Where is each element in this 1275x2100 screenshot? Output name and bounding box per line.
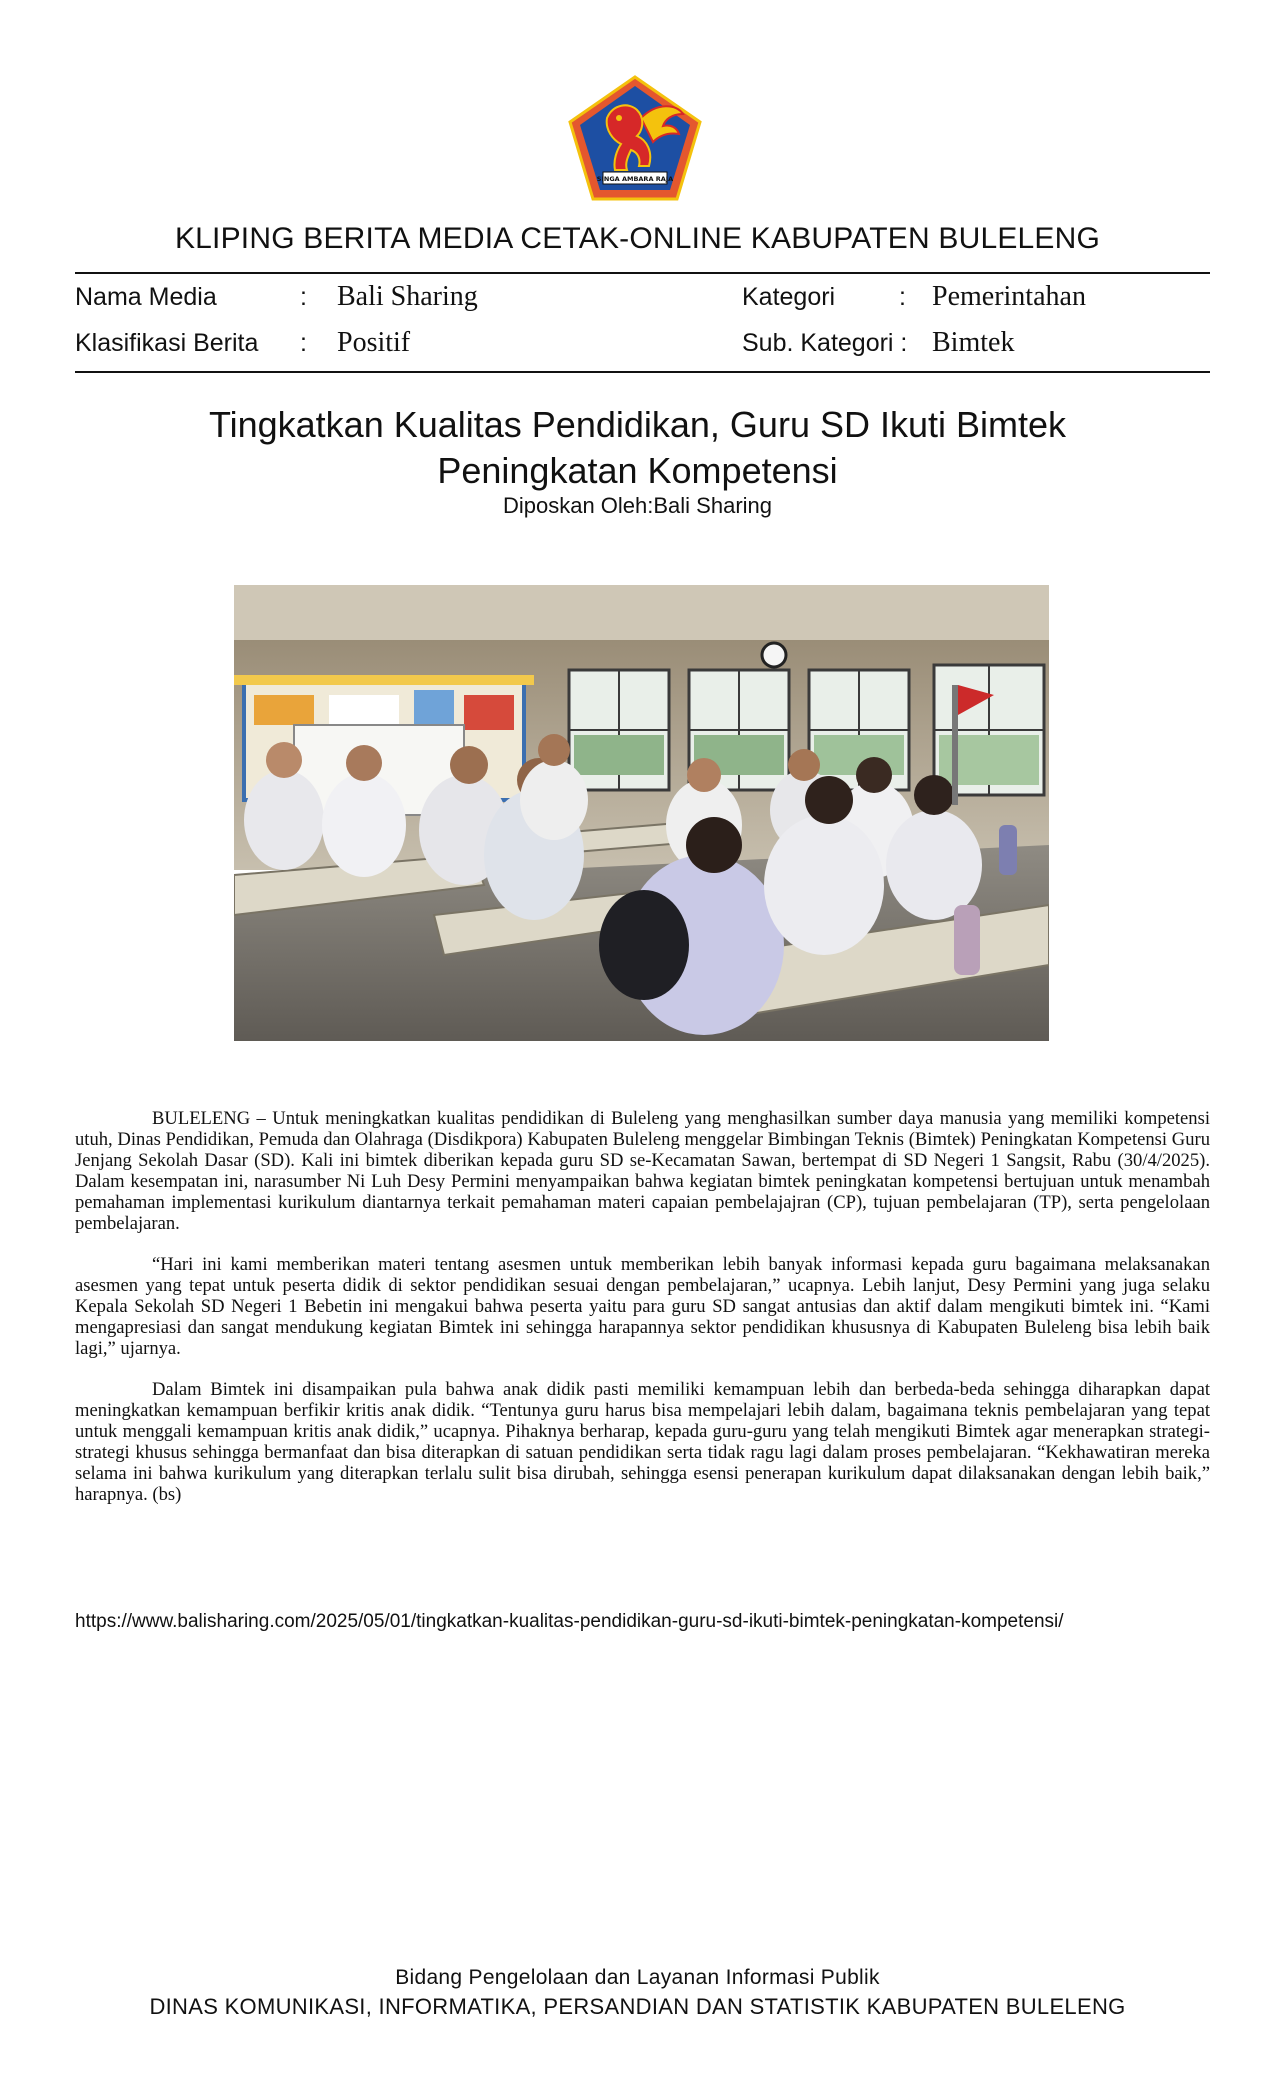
clipping-header-title: KLIPING BERITA MEDIA CETAK-ONLINE KABUPATEN BULELENG: [174, 222, 1101, 255]
singa-ambara-raja-crest-icon: [567, 74, 703, 202]
kategori-label: Kategori: [742, 283, 836, 311]
article-paragraph-3: Dalam Bimtek ini disampaikan pula bahwa anak didik pasti memiliki kemampuan lebih dan berbeda-beda sehingga diharapkan dapat meningkatkan kemampuan berfikir kritis anak didik. “Tentunya guru harus bisa mempelajari lebih dalam, bagaimana teknis pembelajaran yang tepat untuk menggali kemampuan kritis anak didik,” ucapnya. Pihaknya berharap, kepada guru-guru yang telah mengikuti Bimtek agar menerapkan strategi-strategi khusus sehingga bermanfaat dan bisa diterapkan di satuan pendidikan serta tidak ragu lagi dalam proses pembelajaran. “Kekhawatiran mereka selama ini bahwa kurikulum yang diterapkan terlalu sulit bisa dirubah, sehingga esensi penerapan kurikulum dapat dilaksanakan dengan lebih baik,” harapnya. (bs): [75, 1379, 1210, 1505]
klasifikasi-separator: :: [300, 329, 307, 357]
classroom-teachers-photo-icon: [234, 585, 1049, 1041]
footer-dinas: DINAS KOMUNIKASI, INFORMATIKA, PERSANDIAN DAN STATISTIK KABUPATEN BULELENG: [149, 1994, 1126, 2019]
article-paragraph-1: BULELENG – Untuk meningkatkan kualitas pendidikan di Buleleng yang menghasilkan sumber daya manusia yang memiliki kompetensi utuh, Dinas Pendidikan, Pemuda dan Olahraga (Disdikpora) Kabupaten Buleleng menggelar Bimbingan Teknis (Bimtek) Peningkatan Kompetensi Guru Jenjang Sekolah Dasar (SD). Kali ini bimtek diberikan kepada guru SD se-Kecamatan Sawan, bertempat di SD Negeri 1 Sangsit, Rabu (30/4/2025). Dalam kesempatan ini, narasumber Ni Luh Desy Permini menyampaikan bahwa kegiatan bimtek peningkatan kompetensi bertujuan untuk menambah pemahaman implementasi kurikulum diantarnya terkait pemahaman materi capaian pembelajajran (CP), tujuan pembelajaran (TP), serta pengelolaan pembelajaran.: [75, 1108, 1210, 1234]
kategori-separator: :: [899, 283, 906, 311]
article-body: [75, 1108, 1210, 1525]
classroom-photo-graphic: [234, 585, 1049, 1041]
subkategori-value: Bimtek: [932, 327, 1015, 358]
footer-bidang: Bidang Pengelolaan dan Layanan Informasi Publik: [395, 1966, 880, 1989]
media-separator: :: [300, 283, 307, 311]
media-value: Bali Sharing: [337, 281, 478, 312]
subkategori-label: Sub. Kategori :: [742, 329, 908, 357]
article-paragraph-2: “Hari ini kami memberikan materi tentang asesmen untuk memberikan lebih banyak informasi kepada guru bagaimana melaksanakan asesmen yang tepat untuk peserta didik di sektor pendidikan sesuai dengan pembelajaran,” ucapnya. Lebih lanjut, Desy Permini yang juga selaku Kepala Sekolah SD Negeri 1 Bebetin ini mengakui bahwa peserta yaitu para guru SD sangat antusias dan aktif dalam mengikuti bimtek ini. “Kami mengapresiasi dan sangat mendukung kegiatan Bimtek ini sehingga harapannya sektor pendidikan khususnya di Kabupaten Buleleng bisa lebih baik lagi,” ujarnya.: [75, 1254, 1210, 1359]
header-bottom-rule: [75, 371, 1210, 373]
header-top-rule: [75, 272, 1210, 274]
kategori-value: Pemerintahan: [932, 281, 1086, 312]
article-byline: Diposkan Oleh:Bali Sharing: [502, 493, 773, 518]
media-label: Nama Media: [75, 283, 217, 311]
article-title-line-2: Peningkatan Kompetensi: [437, 450, 838, 491]
article-title: [0, 402, 1275, 494]
article-title-line-1: Tingkatkan Kualitas Pendidikan, Guru SD Ikuti Bimtek: [208, 404, 1067, 445]
klasifikasi-label: Klasifikasi Berita: [75, 329, 259, 357]
crest-motto: SINGA AMBARA RAJA: [596, 175, 674, 183]
klasifikasi-value: Positif: [337, 327, 411, 358]
source-url-link[interactable]: https://www.balisharing.com/2025/05/01/tingkatkan-kualitas-pendidikan-guru-sd-ikuti-bimtek-peningkatan-kompetensi/: [75, 1611, 1064, 1632]
crest-graphic: [567, 74, 703, 202]
